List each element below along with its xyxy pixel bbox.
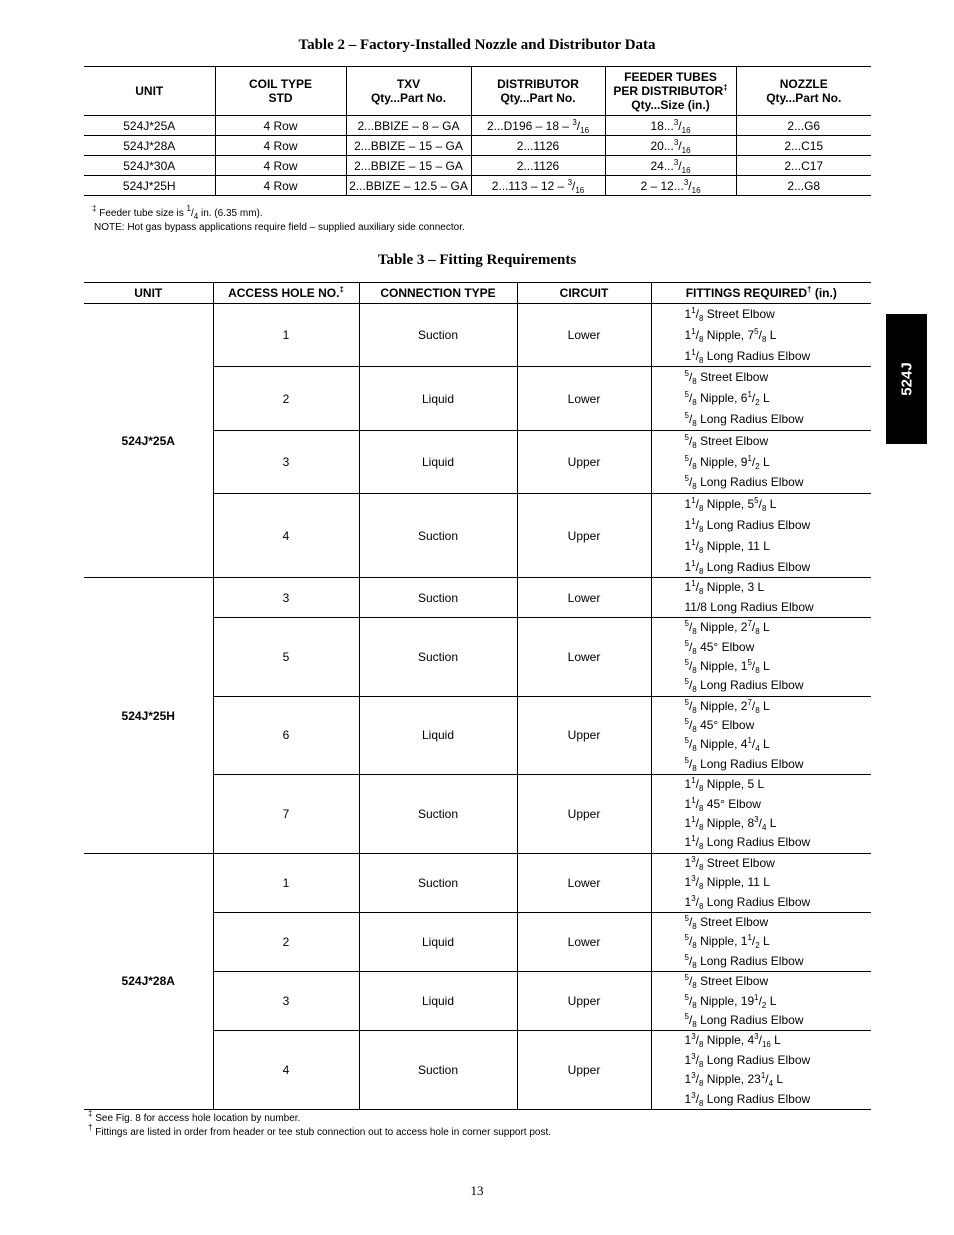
- fitting-item: $1^1/_8$ Nipple, $5^5/_8$ L: [684, 496, 777, 514]
- table-cell: 2...G8: [736, 176, 871, 196]
- table-cell: $18...^3/_{16}$: [605, 116, 736, 136]
- fitting-item: $1^1/_8$ Long Radius Elbow: [684, 834, 811, 852]
- table-cell: $24...^3/_{16}$: [605, 156, 736, 176]
- table-cell: 524J*28A: [84, 136, 215, 156]
- connection-type-cell: Suction: [359, 304, 517, 367]
- connection-type-cell: Liquid: [359, 972, 517, 1031]
- circuit-cell: Lower: [517, 304, 651, 367]
- fitting-item: $^5/_8$ Nipple, $1^1/_2$ L: [684, 933, 770, 951]
- table3-header: CIRCUIT: [517, 283, 651, 304]
- fitting-item: $1^3/_8$ Long Radius Elbow: [684, 893, 811, 911]
- fitting-item: $1^1/_8$ Street Elbow: [684, 306, 775, 323]
- fittings-cell: [651, 696, 871, 775]
- fitting-item: $^5/_8$ Long Radius Elbow: [684, 410, 804, 428]
- circuit-cell: Upper: [517, 775, 651, 854]
- fitting-item: $1^1/_8$ 45° Elbow: [684, 795, 761, 813]
- fitting-item: $1^3/_8$ Long Radius Elbow: [684, 1051, 811, 1069]
- fitting-item: $1^1/_8$ Long Radius Elbow: [684, 558, 811, 576]
- nozzle-distributor-table: [84, 66, 871, 196]
- table-cell: 2...C17: [736, 156, 871, 176]
- unit-cell: 524J*25A: [84, 304, 213, 578]
- access-hole-cell: 4: [213, 1031, 359, 1110]
- fitting-item: $1^1/_8$ Nipple, 3 L: [684, 579, 765, 597]
- table-cell: 4 Row: [215, 116, 346, 136]
- table2-header: FEEDER TUBES PER DISTRIBUTOR‡ Qty...Size (in.): [605, 67, 736, 116]
- table3-header: ACCESS HOLE NO.‡: [213, 283, 359, 304]
- fittings-cell: [651, 913, 871, 972]
- access-hole-cell: 3: [213, 430, 359, 493]
- access-hole-cell: 2: [213, 913, 359, 972]
- table2-header: COIL TYPE STD: [215, 67, 346, 116]
- fitting-item: $^5/_8$ 45° Elbow: [684, 717, 755, 735]
- fitting-item: $1^1/_8$ Nipple, $7^5/_8$ L: [684, 326, 777, 344]
- access-hole-cell: 1: [213, 853, 359, 912]
- fittings-cell: [651, 430, 871, 493]
- fitting-item: $1^1/_8$ Nipple, 5 L: [684, 776, 765, 794]
- table-cell: $20...^3/_{16}$: [605, 136, 736, 156]
- fitting-item: $1^1/_8$ Nipple, $8^3/_4$ L: [684, 815, 777, 833]
- table-row: [84, 136, 871, 156]
- fitting-item: $1^3/_8$ Nipple, 11 L: [684, 874, 770, 892]
- connection-type-cell: Liquid: [359, 367, 517, 430]
- table2-footnote-feeder: ‡ Feeder tube size is $^1/_4$ in. (6.35 mm).: [92, 204, 263, 221]
- access-hole-cell: 3: [213, 578, 359, 618]
- connection-type-cell: Suction: [359, 1031, 517, 1110]
- fittings-cell: [651, 304, 871, 367]
- access-hole-cell: 2: [213, 367, 359, 430]
- table2-header: NOZZLE Qty...Part No.: [736, 67, 871, 116]
- fitting-item: $^5/_8$ Street Elbow: [684, 914, 769, 931]
- fitting-item: $^5/_8$ Long Radius Elbow: [684, 755, 804, 773]
- table2-header: TXV Qty...Part No.: [346, 67, 471, 116]
- table2-note: NOTE: Hot gas bypass applications require field – supplied auxiliary side connector.: [94, 222, 465, 233]
- table3-header: CONNECTION TYPE: [359, 283, 517, 304]
- fitting-item: $^5/_8$ Long Radius Elbow: [684, 677, 804, 695]
- table-cell: 2...1126: [471, 156, 605, 176]
- table3-title: Table 3 – Fitting Requirements: [377, 252, 577, 268]
- section-tab-label: 524J: [898, 362, 915, 396]
- table2-header: UNIT: [84, 67, 215, 116]
- access-hole-cell: 7: [213, 775, 359, 854]
- fitting-item: $1^1/_8$ Long Radius Elbow: [684, 347, 811, 365]
- fittings-cell: [651, 618, 871, 697]
- table-row: [84, 156, 871, 176]
- table-cell: 524J*30A: [84, 156, 215, 176]
- circuit-cell: Lower: [517, 618, 651, 697]
- table-cell: 2...BBIZE – 12.5 – GA: [346, 176, 471, 196]
- circuit-cell: Upper: [517, 1031, 651, 1110]
- fittings-cell: [651, 972, 871, 1031]
- fitting-item: $^5/_8$ Nipple, $9^1/_2$ L: [684, 453, 770, 471]
- access-hole-cell: 6: [213, 696, 359, 775]
- circuit-cell: Upper: [517, 494, 651, 578]
- table-cell: $2...113 - 12 - ^3/_{16}$: [471, 176, 605, 196]
- circuit-cell: Upper: [517, 972, 651, 1031]
- table-cell: 524J*25H: [84, 176, 215, 196]
- circuit-cell: Lower: [517, 913, 651, 972]
- table-cell: 2...C15: [736, 136, 871, 156]
- fitting-item: $^5/_8$ Street Elbow: [684, 369, 769, 387]
- fitting-item: $^5/_8$ Long Radius Elbow: [684, 952, 804, 970]
- table3-header: FITTINGS REQUIRED† (in.): [651, 283, 871, 304]
- access-hole-cell: 5: [213, 618, 359, 697]
- table-cell: 4 Row: [215, 136, 346, 156]
- connection-type-cell: Suction: [359, 853, 517, 912]
- fittings-cell: [651, 775, 871, 854]
- circuit-cell: Upper: [517, 430, 651, 493]
- table-cell: 2...BBIZE – 8 – GA: [346, 116, 471, 136]
- fitting-item: $^5/_8$ Nipple, $6^1/_2$ L: [684, 390, 770, 408]
- circuit-cell: Lower: [517, 578, 651, 618]
- table-row: [84, 176, 871, 196]
- access-hole-cell: 3: [213, 972, 359, 1031]
- fitting-item: $^5/_8$ Street Elbow: [684, 432, 769, 450]
- table-cell: 2...1126: [471, 136, 605, 156]
- fitting-item: $^5/_8$ Nipple, $1^5/_8$ L: [684, 657, 770, 675]
- fitting-requirements-table: [84, 282, 871, 1110]
- page-number: 13: [470, 1183, 484, 1198]
- connection-type-cell: Suction: [359, 618, 517, 697]
- fitting-item: $^5/_8$ Street Elbow: [684, 973, 769, 991]
- table-row: [84, 578, 871, 618]
- connection-type-cell: Suction: [359, 775, 517, 854]
- circuit-cell: Lower: [517, 853, 651, 912]
- fitting-item: $1^1/_8$ Nipple, 11 L: [684, 537, 770, 555]
- table-cell: $2...D196 - 18 - ^3/_{16}$: [471, 116, 605, 136]
- connection-type-cell: Liquid: [359, 913, 517, 972]
- connection-type-cell: Liquid: [359, 696, 517, 775]
- fitting-item: $^5/_8$ 45° Elbow: [684, 638, 755, 656]
- connection-type-cell: Suction: [359, 578, 517, 618]
- table3-footnote-access-hole: ‡ See Fig. 8 for access hole location by number.: [88, 1109, 301, 1124]
- fittings-cell: [651, 367, 871, 430]
- fitting-item: $1^3/_8$ Street Elbow: [684, 854, 775, 872]
- table-row: [84, 116, 871, 136]
- connection-type-cell: Liquid: [359, 430, 517, 493]
- table3-header: UNIT: [84, 283, 213, 304]
- table2-title: Table 2 – Factory‑Installed Nozzle and Distributor Data: [298, 37, 656, 53]
- table-cell: 524J*25A: [84, 116, 215, 136]
- fitting-item: $^5/_8$ Nipple, $2^7/_8$ L: [684, 619, 770, 637]
- table-cell: $2 - 12...^3/_{16}$: [605, 176, 736, 196]
- table-cell: 2...G6: [736, 116, 871, 136]
- fitting-item: $1^1/_8$ Long Radius Elbow: [684, 516, 811, 534]
- table-cell: 2...BBIZE – 15 – GA: [346, 156, 471, 176]
- table-cell: 2...BBIZE – 15 – GA: [346, 136, 471, 156]
- access-hole-cell: 1: [213, 304, 359, 367]
- fitting-item: $^5/_8$ Nipple, $4^1/_4$ L: [684, 736, 770, 754]
- fitting-item: $^5/_8$ Long Radius Elbow: [684, 1011, 804, 1029]
- table2-header: DISTRIBUTOR Qty...Part No.: [471, 67, 605, 116]
- unit-cell: 524J*25H: [84, 578, 213, 853]
- fittings-cell: [651, 494, 871, 578]
- section-tab: [886, 314, 927, 444]
- circuit-cell: Upper: [517, 696, 651, 775]
- table3-footnote-fittings: † Fittings are listed in order from header or tee stub connection out to access hole in corner support post.: [88, 1123, 552, 1138]
- table-row: [84, 304, 871, 367]
- table-row: [84, 853, 871, 912]
- fitting-item: $^5/_8$ Long Radius Elbow: [684, 474, 804, 492]
- connection-type-cell: Suction: [359, 494, 517, 578]
- circuit-cell: Lower: [517, 367, 651, 430]
- fitting-item: $1^3/_8$ Nipple, $4^3/_{16}$ L: [684, 1032, 781, 1050]
- fittings-cell: [651, 853, 871, 912]
- table-cell: 4 Row: [215, 156, 346, 176]
- unit-cell: 524J*28A: [84, 853, 213, 1109]
- fitting-item: 11/8 Long Radius Elbow: [684, 599, 814, 614]
- table-cell: 4 Row: [215, 176, 346, 196]
- access-hole-cell: 4: [213, 494, 359, 578]
- fittings-cell: [651, 578, 871, 618]
- fittings-cell: [651, 1031, 871, 1110]
- fitting-item: $1^3/_8$ Long Radius Elbow: [684, 1090, 811, 1108]
- fitting-item: $1^3/_8$ Nipple, $23^1/_4$ L: [684, 1071, 784, 1089]
- fitting-item: $^5/_8$ Nipple, $2^7/_8$ L: [684, 697, 770, 715]
- fitting-item: $^5/_8$ Nipple, $19^1/_2$ L: [684, 992, 777, 1010]
